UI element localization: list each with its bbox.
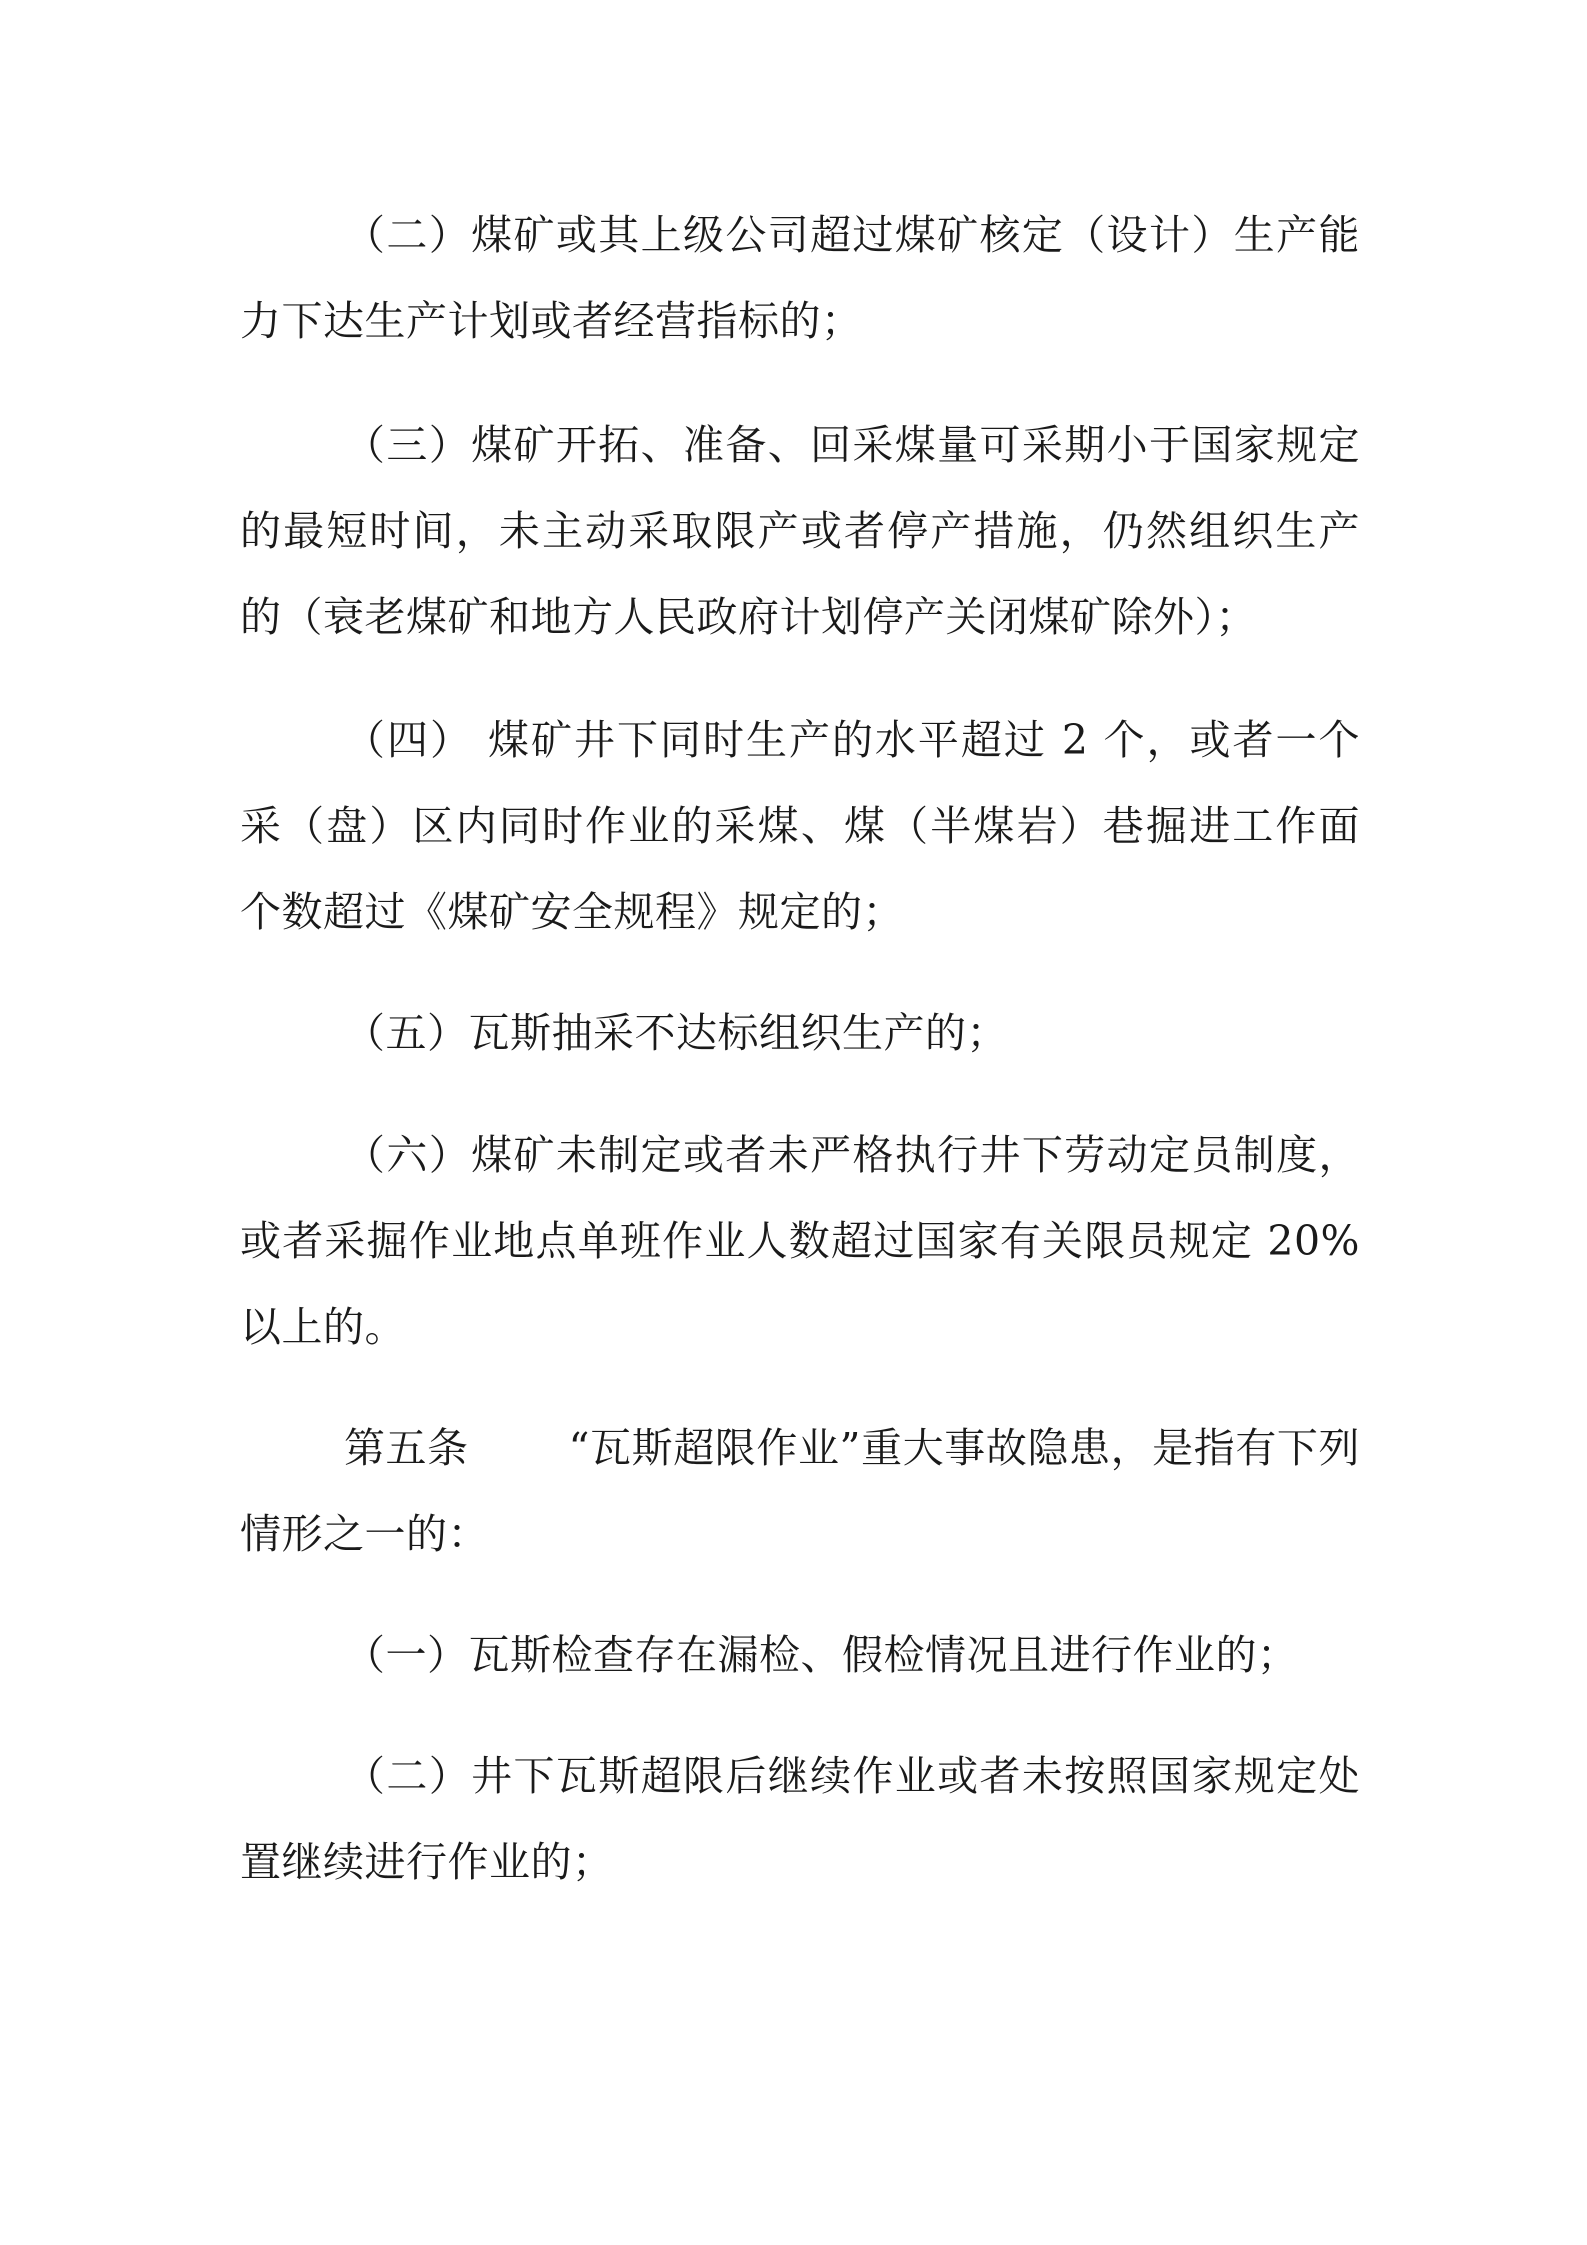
paragraph-item-5-gas-drainage: （五）瓦斯抽采不达标组织生产的； [344, 1009, 1008, 1057]
paragraph-item-3-mining-period: （三）煤矿开拓、准备、回采煤量可采期小于国家规定的最短时间，未主动采取限产或者停产措施，仍然组织生产的（衰老煤矿和地方人民政府计划停产关闭煤矿除外）； [240, 421, 1360, 641]
article-5-paragraph [240, 1405, 1360, 1577]
article-5-text: “瓦斯超限作业”重大事故隐患，是指有下列情形之一的： [240, 1424, 1360, 1558]
paragraph-item-2-gas-overlimit: （二）井下瓦斯超限后继续作业或者未按照国家规定处置继续进行作业的； [240, 1752, 1360, 1886]
paragraph-item-6-staffing: （六）煤矿未制定或者未严格执行井下劳动定员制度，或者采掘作业地点单班作业人数超过国家有关限员规定 20%以上的。 [240, 1131, 1360, 1351]
article-5-label: 第五条 [344, 1424, 469, 1472]
paragraph-item-4-working-levels: （四） 煤矿井下同时生产的水平超过 2 个，或者一个采（盘）区内同时作业的采煤、煤（半煤岩）巷掘进工作面个数超过《煤矿安全规程》规定的； [240, 716, 1360, 936]
paragraph-item-2-overcapacity: （二）煤矿或其上级公司超过煤矿核定（设计）生产能力下达生产计划或者经营指标的； [240, 211, 1360, 345]
paragraph-item-1-gas-inspection: （一）瓦斯检查存在漏检、假检情况且进行作业的； [344, 1631, 1299, 1679]
